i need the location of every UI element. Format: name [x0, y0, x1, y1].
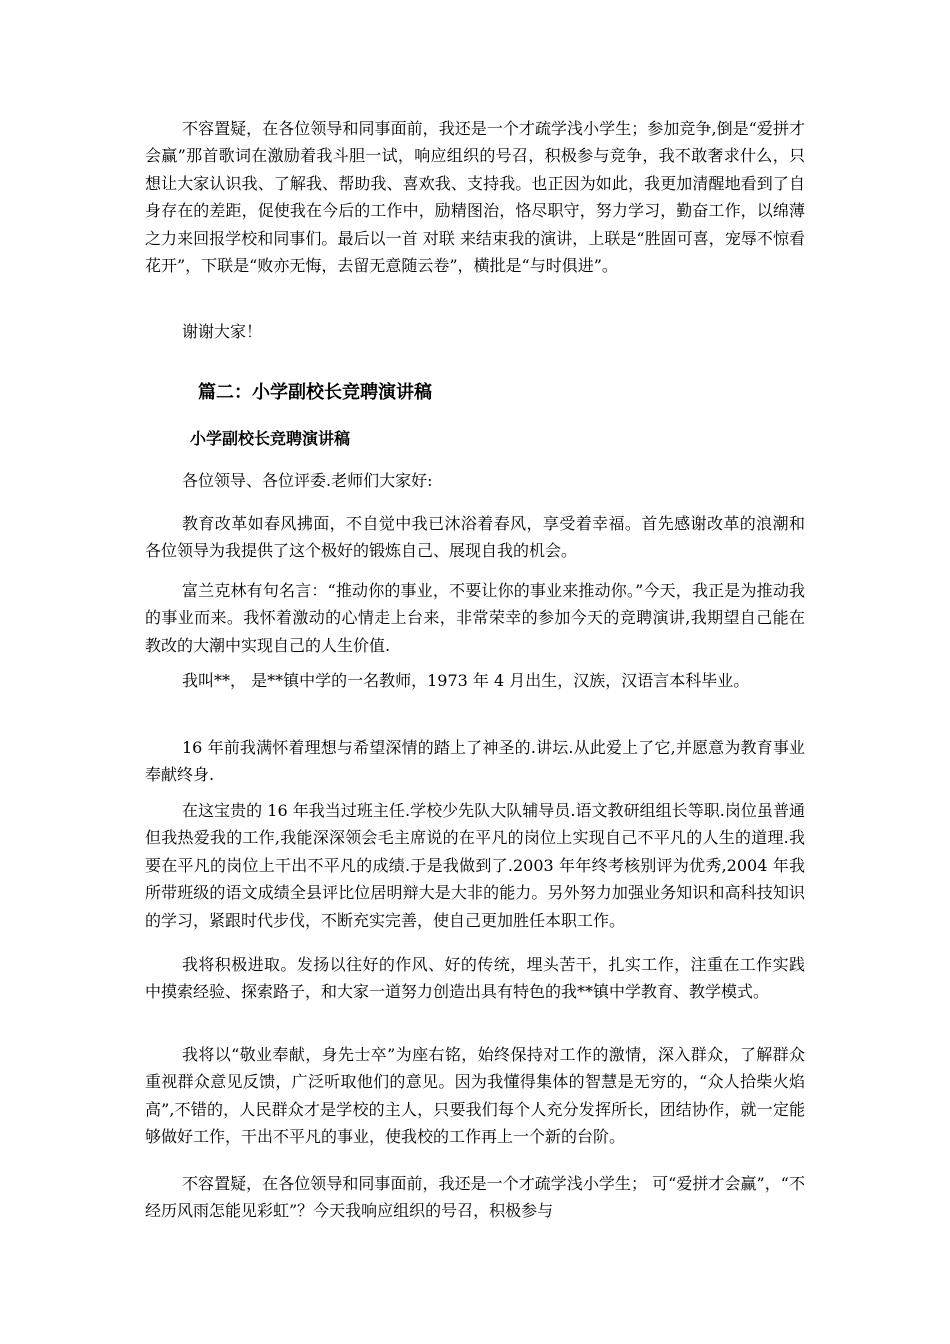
- paragraph-5: 在这宝贵的 16 年我当过班主任.学校少先队大队辅导员.语文教研组组长等职.岗位虽普通但我热爱我的工作,我能深深领会毛主席说的在平凡的岗位上实现自己不平凡的人生的道理.我要在平凡的岗位上干出不平凡的成绩.于是我做到了.2003 年年终考核别评为优秀,2004 年我所带班级的语文成绩全县评比位居明辩大是大非的能力。另外努力加强业务知识和高科技知识的学习，紧跟时代步伐，不断充实完善，使自己更加胜任本职工作。: [145, 801, 805, 930]
- paragraph-8: 不容置疑，在各位领导和同事面前，我还是一个才疏学浅小学生； 可“爱拼才会赢”，“不经历风雨怎能见彩虹”？今天我响应组织的号召，积极参与: [145, 1174, 805, 1221]
- paragraph-3: 我叫**， 是**镇中学的一名教师，1973 年 4 月出生，汉族，汉语言本科毕业。: [182, 671, 750, 690]
- paragraph-4: 16 年前我满怀着理想与希望深情的踏上了神圣的.讲坛.从此爱上了它,并愿意为教育事业奉献终身.: [145, 738, 805, 785]
- section-title: 篇二：小学副校长竞聘演讲稿: [198, 382, 432, 403]
- paragraph-2: 富兰克林有句名言：“推动你的事业，不要让你的事业来推动你。”今天，我正是为推动我的事业而来。我怀着激动的心情走上台来，非常荣幸的参加今天的竞聘演讲,我期望自己能在教改的大潮中实现自己的人生价值.: [145, 581, 805, 655]
- paragraph-closing-top: 不容置疑，在各位领导和同事面前，我还是一个才疏学浅小学生；参加竞争,倒是“爱拼才会赢”那首歌词在激励着我斗胆一试，响应组织的号召，积极参与竞争，我不敢奢求什么，只想让大家认识我、了解我、帮助我、喜欢我、支持我。也正因为如此，我更加清醒地看到了自身存在的差距，促使我在今后的工作中，励精图治，恪尽职守，努力学习，勤奋工作，以绵薄之力来回报学校和同事们。最后以一首 对联 来结束我的演讲，上联是“胜固可喜，宠辱不惊看花开”，下联是“败亦无悔，去留无意随云卷”，横批是“与时俱进”。: [145, 119, 805, 276]
- paragraph-1: 教育改革如春风拂面，不自觉中我已沐浴着春风，享受着幸福。首先感谢改革的浪潮和各位领导为我提供了这个极好的锻炼自己、展现自我的机会。: [145, 514, 805, 561]
- speech-subtitle: 小学副校长竞聘演讲稿: [190, 429, 351, 448]
- paragraph-thanks: 谢谢大家！: [182, 322, 263, 341]
- paragraph-6: 我将积极进取。发扬以往好的作风、好的传统，埋头苦干，扎实工作，注重在工作实践中摸索经验、探索路子，和大家一道努力创造出具有特色的我**镇中学教育、教学模式。: [145, 955, 805, 1002]
- paragraph-7: 我将以“敬业奉献，身先士卒”为座右铭，始终保持对工作的激情，深入群众，了解群众重视群众意见反馈，广泛听取他们的意见。因为我懂得集体的智慧是无穷的，“众人拾柴火焰高”,不错的，人民群众才是学校的主人，只要我们每个人充分发挥所长，团结协作，就一定能够做好工作，干出不平凡的事业，使我校的工作再上一个新的台阶。: [145, 1045, 805, 1147]
- paragraph-greeting: 各位领导、各位评委.老师们大家好:: [182, 471, 433, 490]
